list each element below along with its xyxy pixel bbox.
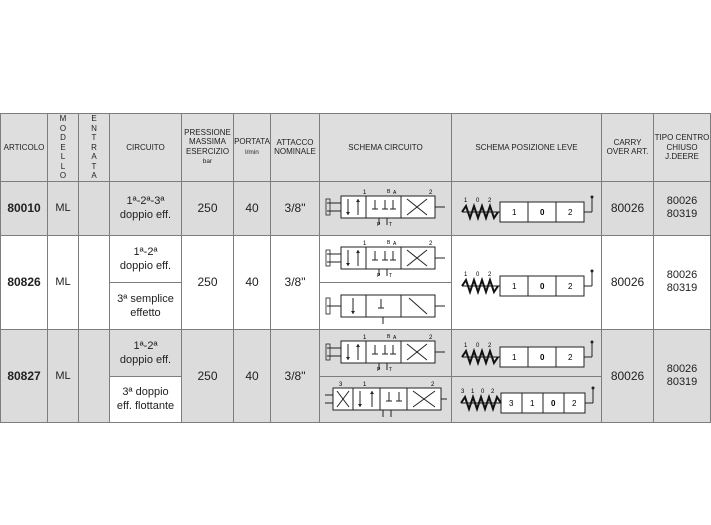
table-row — [1, 235, 711, 282]
schema-label: B — [386, 189, 390, 195]
circuito-cell — [110, 376, 182, 422]
lever-box-label: 1 — [511, 352, 516, 362]
lever-label: 2 — [487, 342, 491, 349]
header-attacco: ATTACCO NOMINALE — [271, 114, 320, 182]
tipo-line: 80026 — [666, 269, 698, 281]
lever-box-label: 3 — [508, 399, 513, 408]
schema-leve-cell — [452, 329, 602, 376]
header-row — [1, 114, 711, 182]
entrata-cell — [79, 329, 110, 422]
tipo-cell — [654, 235, 711, 329]
lever-box-label: 2 — [567, 352, 572, 362]
schema-circuito-cell — [320, 329, 452, 376]
tipo-line: 80319 — [666, 375, 698, 388]
attacco-cell: 3/8" — [271, 235, 320, 329]
schema-label: 2 — [428, 190, 432, 196]
schema-label: A — [392, 334, 396, 341]
schema-label: B — [386, 333, 390, 340]
articolo-cell: 80010 — [1, 181, 48, 235]
spec-table — [0, 113, 711, 423]
schema-leve-cell — [452, 376, 602, 422]
header-circuito: CIRCUITO — [110, 114, 182, 182]
schema-label: P — [376, 366, 380, 373]
schema-label: T — [388, 222, 392, 228]
lever-label: 1 — [463, 198, 467, 204]
lever-box-label: 0 — [550, 399, 555, 408]
attacco-cell: 3/8" — [271, 181, 320, 235]
circuito-cell — [110, 282, 182, 329]
header-modello-text: MODELLO — [59, 114, 67, 180]
lever-label: 1 — [470, 389, 474, 395]
circuito-line: 3ª semplice — [117, 292, 174, 305]
carry-cell: 80026 — [602, 181, 654, 235]
modello-cell: ML — [48, 181, 79, 235]
attacco-cell: 3/8" — [271, 329, 320, 422]
lever-label: 2 — [487, 198, 491, 204]
modello-cell: ML — [48, 235, 79, 329]
schema-label: T — [388, 366, 392, 373]
carry-cell: 80026 — [602, 329, 654, 422]
tipo-line: 80026 — [666, 362, 698, 375]
header-pressione-text: PRESSIONE MASSIMA ESERCIZIO — [184, 127, 231, 156]
circuito-line: 3ª doppio — [122, 386, 169, 398]
circuito-line: doppio eff. — [119, 353, 172, 366]
modello-cell: ML — [48, 329, 79, 422]
table-row — [1, 181, 711, 235]
header-pressione-unit: bar — [202, 158, 213, 166]
lever-label: 0 — [475, 198, 479, 204]
schema-label: T — [388, 272, 392, 279]
entrata-cell — [79, 235, 110, 329]
articolo-cell: 80827 — [1, 329, 48, 422]
circuit-schematic-single — [323, 286, 449, 326]
circuito-cell — [110, 329, 182, 376]
tipo-cell — [654, 329, 711, 422]
schema-label: 2 — [430, 382, 434, 388]
entrata-cell — [79, 181, 110, 235]
circuit-schematic — [323, 238, 449, 280]
lever-box-label: 0 — [539, 282, 544, 291]
circuito-line: 1ª-2ª — [133, 339, 158, 352]
circuit-schematic — [323, 187, 449, 229]
schema-circuito-cell — [320, 181, 452, 235]
tipo-line: 80319 — [666, 208, 698, 220]
header-portata-unit: l/min — [245, 148, 259, 156]
lever-box-label: 2 — [571, 399, 576, 408]
schema-label: 2 — [428, 240, 432, 247]
lever-schematic-4pos — [457, 384, 597, 414]
tipo-line: 80319 — [666, 282, 698, 294]
schema-label: 3 — [338, 382, 342, 388]
lever-box-label: 1 — [511, 282, 516, 291]
lever-label: 2 — [487, 272, 491, 278]
lever-box-label: 0 — [539, 208, 544, 217]
schema-circuito-cell — [320, 235, 452, 282]
pressione-cell: 250 — [182, 235, 234, 329]
header-schema-circuito: SCHEMA CIRCUITO — [320, 114, 452, 182]
header-articolo: ARTICOLO — [1, 114, 48, 182]
pressione-cell: 250 — [182, 329, 234, 422]
circuito-line: 1ª-2ª — [133, 245, 158, 258]
schema-label: A — [392, 190, 396, 196]
circuito-line: effetto — [130, 306, 161, 319]
lever-label: 0 — [475, 272, 479, 278]
circuito-cell — [110, 181, 182, 235]
header-modello — [48, 114, 79, 182]
header-tipo: TIPO CENTRO CHIUSO J.DEERE — [654, 114, 711, 182]
schema-circuito-cell — [320, 282, 452, 329]
schema-label: P — [376, 222, 380, 228]
lever-label: 0 — [475, 342, 479, 349]
schema-label: 1 — [362, 240, 366, 247]
schema-label: A — [392, 240, 396, 247]
header-schema-leve: SCHEMA POSIZIONE LEVE — [452, 114, 602, 182]
header-entrata — [79, 114, 110, 182]
carry-cell: 80026 — [602, 235, 654, 329]
schema-leve-cell — [452, 235, 602, 329]
lever-label: 1 — [463, 272, 467, 278]
schema-label: 1 — [362, 190, 366, 196]
lever-label: 0 — [480, 389, 484, 395]
lever-box-label: 0 — [539, 352, 544, 362]
schema-label: 2 — [428, 334, 432, 341]
table-row — [1, 329, 711, 376]
lever-label: 3 — [460, 389, 464, 395]
lever-box-label: 2 — [567, 208, 572, 217]
header-pressione — [182, 114, 234, 182]
schema-label: 1 — [362, 334, 366, 341]
lever-schematic — [458, 338, 596, 368]
header-carry: CARRY OVER ART. — [602, 114, 654, 182]
header-portata — [234, 114, 271, 182]
articolo-cell: 80826 — [1, 235, 48, 329]
lever-box-label: 1 — [511, 208, 516, 217]
circuito-line: doppio eff. — [119, 209, 172, 221]
circuit-schematic-floating — [323, 379, 449, 419]
circuito-cell — [110, 235, 182, 282]
circuito-line: eff. flottante — [116, 400, 175, 412]
circuit-schematic — [323, 332, 449, 374]
lever-box-label: 1 — [529, 399, 534, 408]
schema-label: P — [376, 272, 380, 279]
header-entrata-text: ENTRATA — [91, 114, 97, 180]
lever-schematic — [458, 193, 596, 223]
lever-label: 2 — [490, 389, 494, 395]
lever-schematic — [458, 267, 596, 297]
tipo-cell — [654, 181, 711, 235]
header-portata-text: PORTATA — [234, 137, 270, 147]
schema-circuito-cell — [320, 376, 452, 422]
lever-label: 1 — [463, 342, 467, 349]
lever-box-label: 2 — [567, 282, 572, 291]
pressione-cell: 250 — [182, 181, 234, 235]
portata-cell: 40 — [234, 235, 271, 329]
circuito-line: 1ª-2ª-3ª — [126, 195, 165, 207]
portata-cell: 40 — [234, 329, 271, 422]
portata-cell: 40 — [234, 181, 271, 235]
schema-label: 1 — [362, 382, 366, 388]
circuito-line: doppio eff. — [119, 259, 172, 272]
schema-leve-cell — [452, 181, 602, 235]
tipo-line: 80026 — [666, 195, 698, 207]
schema-label: B — [386, 239, 390, 246]
